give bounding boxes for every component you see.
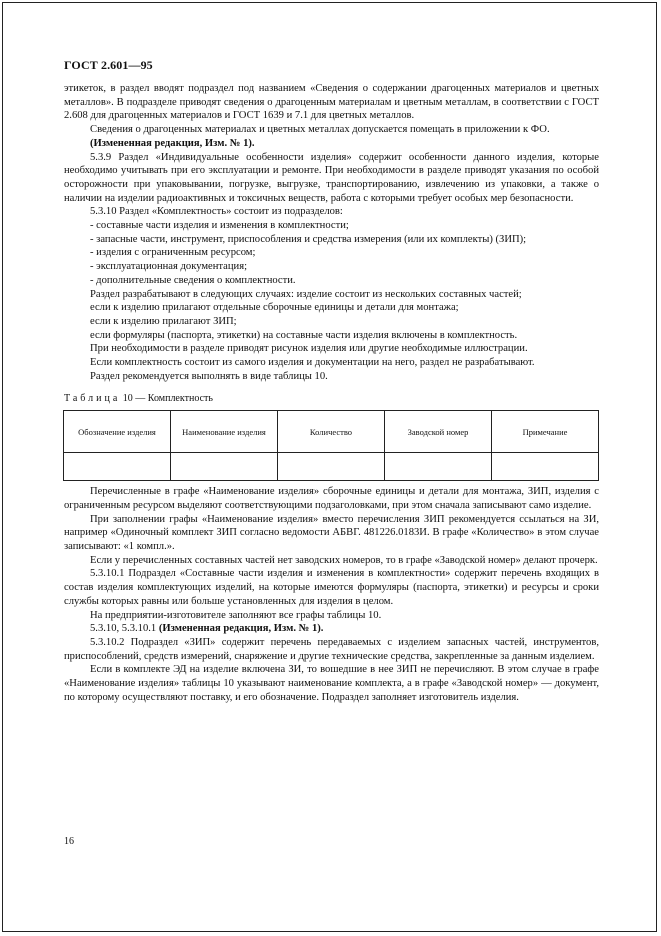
completeness-table: [63, 410, 599, 481]
table-header-row: [64, 411, 599, 453]
column-header: Заводской номер: [385, 411, 492, 453]
table-caption: [64, 392, 599, 406]
paragraph: если к изделию прилагают отдельные сборочные единицы и детали для монтажа;: [90, 302, 459, 314]
table-cell: [385, 453, 492, 481]
table-cell: [492, 453, 599, 481]
document-body: [64, 82, 599, 704]
paragraph: если формуляры (паспорта, этикетки) на составные части изделия включены в комплектность.: [90, 329, 518, 341]
paragraph: На предприятии-изготовителе заполняют все графы таблицы 10.: [90, 609, 382, 621]
table-cell: [64, 453, 171, 481]
paragraph: этикеток, в раздел вводят подраздел под названием «Сведения о содержании драгоценных материалов и цветных металлов». В подразделе приводят сведения о драгоценным материалам и цветным металлам, в соответствии с ГОСТ 2.608 для драгоценных материалов и ГОСТ 1639 и 7.1 для цветных металлов.: [64, 83, 599, 122]
list-item: - составные части изделия и изменения в комплектности;: [90, 220, 349, 232]
column-header: Обозначение изделия: [64, 411, 171, 453]
paragraph: 5.3.10.1 Подраздел «Составные части изделия и изменения в комплектности» содержит перечень входящих в состав изделия комплектующих изделий, на которые имеются формуляры (паспорта, этикетки) и ресурсы и сроки службы которых равны или больше установленных для изделия в целом.: [64, 568, 599, 607]
list-item: - эксплуатационная документация;: [90, 261, 248, 273]
table-row: [64, 453, 599, 481]
paragraph: если к изделию прилагают ЗИП;: [90, 315, 237, 327]
paragraph: Раздел разрабатывают в следующих случаях: изделие состоит из нескольких составных частей;: [90, 288, 522, 300]
list-item: - запасные части, инструмент, приспособления и средства измерения (или их комплекты) (ЗИП);: [90, 233, 527, 245]
document-code: ГОСТ 2.601—95: [64, 58, 153, 72]
table-cell: [171, 453, 278, 481]
paragraph: Если у перечисленных составных частей нет заводских номеров, то в графе «Заводской номер» делают прочерк.: [90, 554, 598, 566]
column-header: Количество: [278, 411, 385, 453]
paragraph: При необходимости в разделе приводят рисунок изделия или другие необходимые иллюстрации.: [90, 343, 528, 355]
amendment-note: (Измененная редакция, Изм. № 1).: [90, 137, 255, 149]
amendment-note: [64, 622, 599, 636]
paragraph: Если в комплекте ЭД на изделие включена ЗИ, то вошедшие в нее ЗИП не перечисляют. В этом случае в графе «Наименование изделия» таблицы 10 указывают наименование комплекта, а в графе «Заводской номер» — документ, по которому осуществляют поставку, и его обозначение. Подраздел заполняет изготовитель изделия.: [64, 664, 599, 703]
paragraph: Раздел рекомендуется выполнять в виде таблицы 10.: [90, 370, 328, 382]
table-caption-prefix: Таблица: [64, 393, 121, 405]
paragraph: Перечисленные в графе «Наименование изделия» сборочные единицы и детали для монтажа, ЗИП, изделия с ограниченным ресурсом выделяют соответствующими подзаголовками, при этом сначала записывают само изделие.: [64, 486, 599, 511]
paragraph: 5.3.10 Раздел «Комплектность» состоит из подразделов:: [90, 206, 343, 218]
list-item: - изделия с ограниченным ресурсом;: [90, 247, 256, 259]
amendment-label: (Измененная редакция, Изм. № 1).: [158, 623, 324, 635]
paragraph: 5.3.9 Раздел «Индивидуальные особенности изделия» содержит особенности данного изделия, которые необходимо учитывать при его эксплуатации и ремонте. При необходимости в разделе приводят указания по особой осторожности при упаковывании, погрузке, выгрузке, транспортированию, извлечению из упаковки, а также о наличии на изделии радиоактивных и токсичных веществ, работа с которыми требует особых мер безопасности.: [64, 151, 599, 204]
paragraph: 5.3.10.2 Подраздел «ЗИП» содержит перечень передаваемых с изделием запасных частей, инструментов, приспособлений, средств измерений, снаряжение и другие технические средства, закрепленные за данным изделием.: [64, 636, 599, 662]
list-item: - дополнительные сведения о комплектности.: [90, 274, 296, 286]
paragraph: При заполнении графы «Наименование изделия» вместо перечисления ЗИП рекомендуется ссылаться на ЗИ, например «Одиночный комплект ЗИП согласно ведомости АБВГ. 481226.0183И. В графе «Количество» в этом случае записывают: «1 компл.».: [64, 513, 599, 552]
table-caption-title: 10 — Комплектность: [120, 393, 213, 405]
paragraph: Если комплектность состоит из самого изделия и документации на него, раздел не разрабатывают.: [90, 357, 535, 369]
column-header: Примечание: [492, 411, 599, 453]
column-header: Наименование изделия: [171, 411, 278, 453]
clause-refs: 5.3.10, 5.3.10.1: [90, 623, 159, 635]
table-cell: [278, 453, 385, 481]
paragraph: Сведения о драгоценных материалах и цветных металлах допускается помещать в приложении к ФО.: [90, 124, 550, 136]
page-number: 16: [64, 836, 74, 847]
